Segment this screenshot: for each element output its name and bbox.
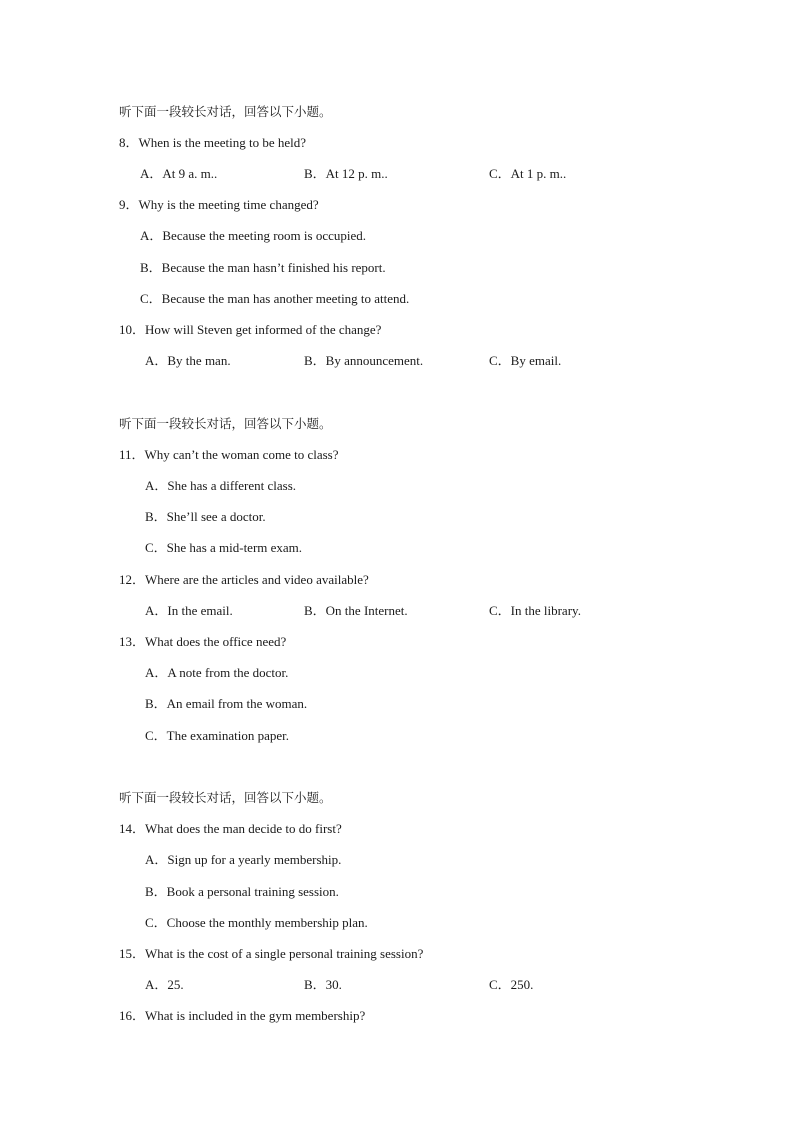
section-heading: 听下面一段较长对话，回答以下小题。 [119,416,332,431]
question-stem: 8．When is the meeting to be held? [119,135,307,150]
option-a: A．In the email. [145,603,233,618]
option-b: B．Because the man hasn’t finished his report. [140,260,386,275]
option-a: A．25. [145,977,184,992]
question-stem: 16．What is included in the gym membership? [119,1008,366,1023]
option-a: A．By the man. [145,353,231,368]
option-a: A．Sign up for a yearly membership. [145,852,342,867]
option-a: A．A note from the doctor. [145,665,289,680]
option-a: A．She has a different class. [145,478,297,493]
option-c: C．By email. [489,353,562,368]
option-c: C．250. [489,977,534,992]
option-c: C．Choose the monthly membership plan. [145,915,368,930]
question-stem: 9．Why is the meeting time changed? [119,197,319,212]
option-c: C．At 1 p. m.. [489,166,567,181]
question-stem: 12．Where are the articles and video available? [119,572,369,587]
question-stem: 11．Why can’t the woman come to class? [119,447,339,462]
option-c: C．She has a mid-term exam. [145,540,303,555]
option-b: B．At 12 p. m.. [304,166,388,181]
question-stem: 10．How will Steven get informed of the change? [119,322,382,337]
option-b: B．By announcement. [304,353,424,368]
section-heading: 听下面一段较长对话，回答以下小题。 [119,104,332,119]
option-b: B．Book a personal training session. [145,884,339,899]
question-stem: 13．What does the office need? [119,634,287,649]
question-stem: 14．What does the man decide to do first? [119,821,342,836]
question-stem: 15．What is the cost of a single personal training session? [119,946,424,961]
option-b: B．She’ll see a doctor. [145,509,266,524]
option-c: C．Because the man has another meeting to attend. [140,291,410,306]
option-a: A．At 9 a. m.. [140,166,218,181]
option-c: C．The examination paper. [145,728,290,743]
option-a: A．Because the meeting room is occupied. [140,228,366,243]
option-b: B．An email from the woman. [145,696,308,711]
section-heading: 听下面一段较长对话，回答以下小题。 [119,790,332,805]
option-c: C．In the library. [489,603,581,618]
option-b: B．On the Internet. [304,603,408,618]
option-b: B．30. [304,977,342,992]
